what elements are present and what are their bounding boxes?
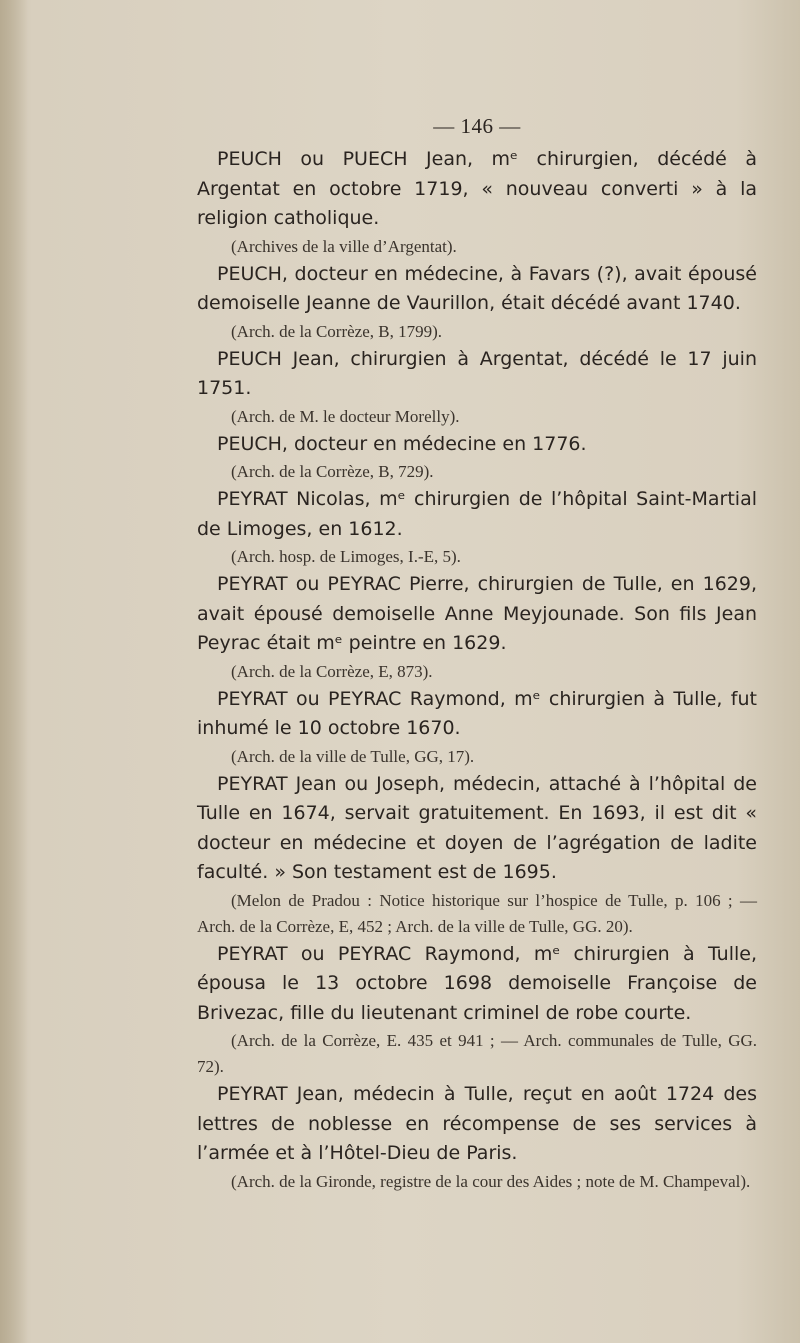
dictionary-entry: PEYRAT ou PEYRAC Raymond, mᵉ chirurgien à Tulle, fut inhumé le 10 octobre 1670. bbox=[197, 687, 757, 739]
entry-source: (Archives de la ville d’Argentat). bbox=[231, 236, 457, 256]
entry-source: (Arch. de la Corrèze, B, 1799). bbox=[231, 321, 443, 341]
dictionary-entry: PEYRAT Jean, médecin à Tulle, reçut en août 1724 des lettres de noblesse en récompense de ses services à l’armée et à l’Hôtel-Dieu de Paris. bbox=[197, 1083, 757, 1164]
entry-source: (Arch. de la Corrèze, E. 435 et 941 ; — Arch. communales de Tulle, GG. 72). bbox=[197, 1031, 757, 1076]
entry-source: (Arch. de la Gironde, registre de la cour des Aides ; note de M. Champeval). bbox=[231, 1171, 751, 1191]
entry-source: (Melon de Pradou : Notice historique sur l’hospice de Tulle, p. 106 ; — Arch. de la Corrèze, E, 452 ; Arch. de la ville de Tulle, GG. 20). bbox=[197, 890, 757, 936]
page-spine-shadow bbox=[0, 0, 28, 1343]
dictionary-entry: PEYRAT ou PEYRAC Pierre, chirurgien de Tulle, en 1629, avait épousé demoiselle Anne Meyjounade. Son fils Jean Peyrac était mᵉ peintre en 1629. bbox=[197, 573, 757, 654]
dictionary-entry: PEYRAT Jean ou Joseph, médecin, attaché à l’hôpital de Tulle en 1674, servait gratuitement. En 1693, il est dit « docteur en médecine et doyen de l’agrégation de ladite faculté. » Son testament est de 1695. bbox=[197, 772, 757, 883]
entry-list bbox=[197, 145, 757, 1195]
entry-source: (Arch. de la ville de Tulle, GG, 17). bbox=[231, 746, 475, 766]
entry-source: (Arch. de la Corrèze, B, 729). bbox=[231, 462, 434, 481]
dictionary-entry: PEYRAT ou PEYRAC Raymond, mᵉ chirurgien à Tulle, épousa le 13 octobre 1698 demoiselle Françoise de Brivezac, fille du lieutenant criminel de robe courte. bbox=[197, 942, 757, 1024]
dictionary-entry: PEYRAT Nicolas, mᵉ chirurgien de l’hôpital Saint-Martial de Limoges, en 1612. bbox=[197, 488, 757, 540]
dictionary-entry: PEUCH Jean, chirurgien à Argentat, décédé le 17 juin 1751. bbox=[197, 347, 757, 399]
entry-source: (Arch. de la Corrèze, E, 873). bbox=[231, 661, 433, 681]
page-content bbox=[197, 106, 757, 1195]
dictionary-entry: PEUCH ou PUECH Jean, mᵉ chirurgien, décédé à Argentat en octobre 1719, « nouveau converti » à la religion catholique. bbox=[197, 148, 757, 229]
page-number: — 146 — bbox=[433, 114, 521, 138]
entry-source: (Arch. hosp. de Limoges, I.-E, 5). bbox=[231, 547, 461, 566]
dictionary-entry: PEUCH, docteur en médecine en 1776. bbox=[217, 432, 587, 455]
dictionary-entry: PEUCH, docteur en médecine, à Favars (?), avait épousé demoiselle Jeanne de Vaurillon, était décédé avant 1740. bbox=[197, 262, 757, 314]
entry-source: (Arch. de M. le docteur Morelly). bbox=[231, 406, 460, 426]
